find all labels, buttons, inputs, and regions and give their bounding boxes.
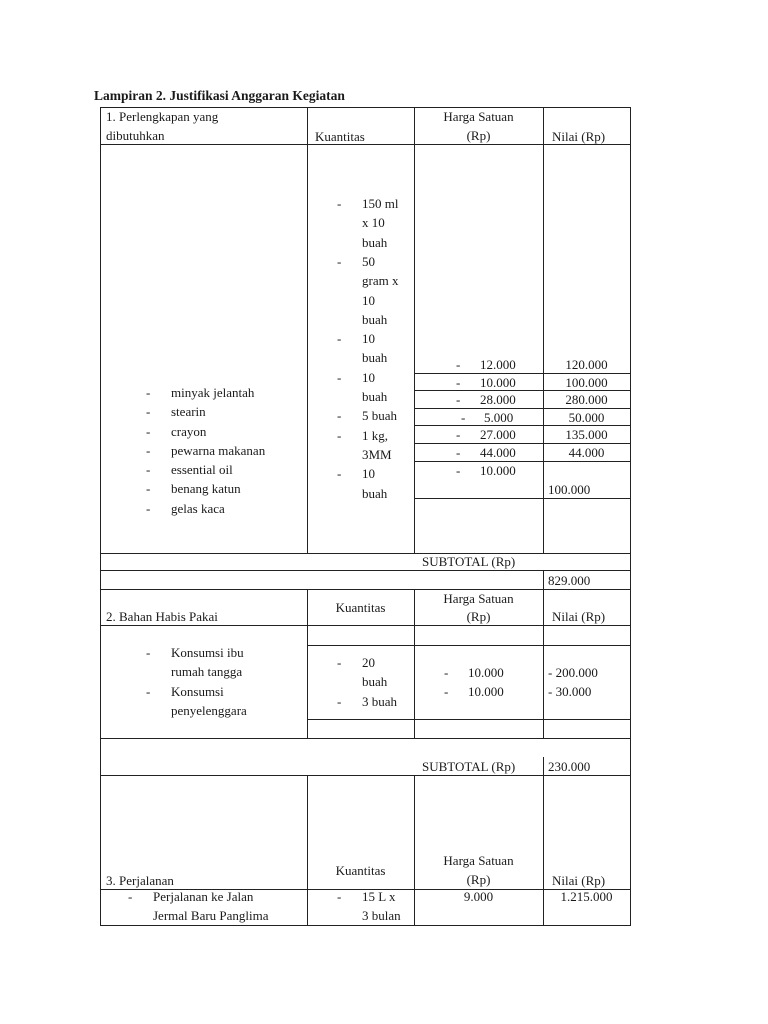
section1-item-list [146, 383, 265, 518]
list-item: - benang katun [146, 481, 241, 497]
section2-col-price-line2: (Rp) [466, 609, 491, 624]
section3-value: 1.215.000 [560, 889, 613, 904]
list-item: - gelas kaca [146, 500, 225, 516]
section2-col-price-line1: Harga Satuan [443, 591, 514, 606]
section1-heading-line1: 1. Perlengkapan yang [106, 109, 219, 124]
list-item: - essential oil [146, 462, 233, 478]
section2-heading: 2. Bahan Habis Pakai [106, 609, 218, 624]
section1-subtotal-value: 829.000 [548, 573, 591, 588]
section2-subtotal-label: SUBTOTAL (Rp) [422, 759, 516, 774]
section1-heading-line2: dibutuhkan [106, 128, 165, 143]
section2-col-qty: Kuantitas [335, 600, 386, 615]
section1-subtotal-label: SUBTOTAL (Rp) [422, 554, 516, 569]
list-item: - pewarna makanan [146, 442, 266, 458]
section3-col-price-line1: Harga Satuan [443, 853, 514, 868]
page-title: Lampiran 2. Justifikasi Anggaran Kegiatan [94, 88, 345, 103]
section3-col-price-line2: (Rp) [466, 872, 491, 887]
list-item: - crayon [146, 423, 207, 439]
section1-col-price-line1: Harga Satuan [443, 109, 514, 124]
list-item: - minyak jelantah [146, 385, 255, 400]
section1-col-price-line2: (Rp) [466, 128, 491, 143]
list-item: - stearin [146, 404, 206, 420]
section2-col-value: Nilai (Rp) [552, 609, 606, 624]
section3-heading: 3. Perjalanan [106, 873, 174, 888]
section1-col-value: Nilai (Rp) [552, 129, 606, 144]
section3-col-qty: Kuantitas [335, 863, 386, 878]
section3-col-value: Nilai (Rp) [552, 873, 606, 888]
section3-price: 9.000 [463, 889, 494, 904]
section2-subtotal-value: 230.000 [548, 759, 591, 774]
section1-col-qty: Kuantitas [315, 129, 365, 144]
